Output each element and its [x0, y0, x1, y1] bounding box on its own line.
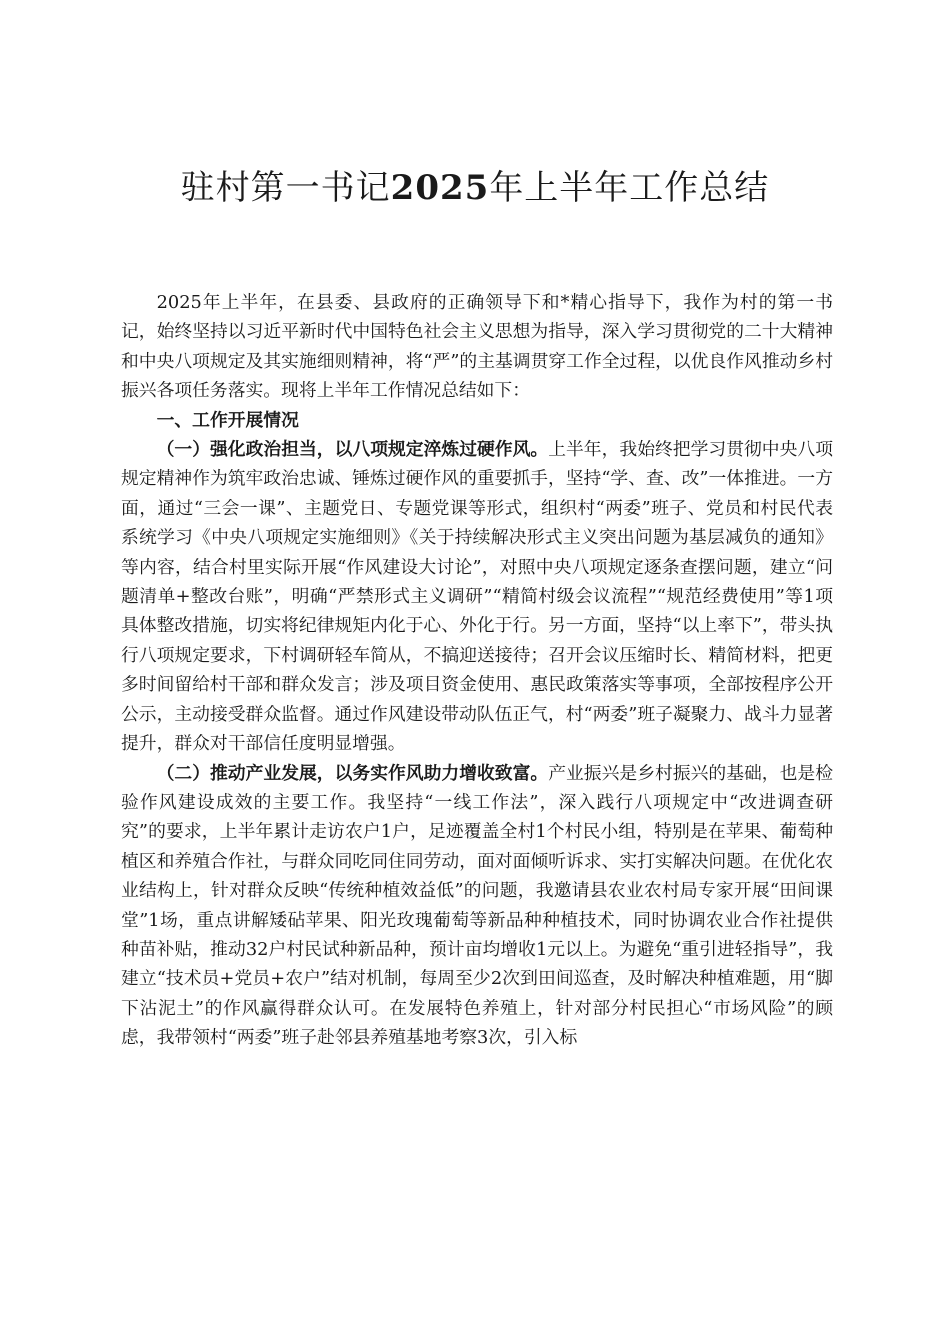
item1-text: 上半年，我始终把学习贯彻中央八项规定精神作为筑牢政治忠诚、锤炼过硬作风的重要抓手，坚持“学、查、改”一体推进。一方面，通过“三会一课”、主题党日、专题党课等形式，组织村“两委”班子、党员和村民代表系统学习《中央八项规定实施细则》《关于持续解决形式主义突出问题为基层减负的通知》等内容，结合村里实际开展“作风建设大讨论”，对照中央八项规定逐条查摆问题，建立“问题清单+整改台账”，明确“严禁形式主义调研”“精简村级会议流程”“规范经费使用”等1项具体整改措施，切实将纪律规矩内化于心、外化于行。另一方面，坚持“以上率下”，带头执行八项规定要求，下村调研轻车简从，不搞迎送接待；召开会议压缩时长、精简材料，把更多时间留给村干部和群众发言；涉及项目资金使用、惠民政策落实等事项，全部按程序公开公示，主动接受群众监督。通过作风建设带动队伍正气，村“两委”班子凝聚力、战斗力显著提升，群众对干部信任度明显增强。	[121, 439, 833, 755]
document-body	[121, 288, 833, 1053]
document-title	[0, 164, 950, 212]
section-heading-work-progress: 一、工作开展情况	[156, 409, 299, 431]
title-year: 2025	[390, 168, 490, 208]
item2-lead: （二）推动产业发展，以务实作风助力增收致富。	[156, 762, 549, 784]
title-prefix: 驻村第一书记	[180, 168, 391, 208]
item2-paragraph	[121, 759, 833, 1053]
item1-lead: （一）强化政治担当，以八项规定淬炼过硬作风。	[156, 439, 549, 461]
intro-paragraph: 2025年上半年，在县委、县政府的正确领导下和*精心指导下，我作为村的第一书记，始终坚持以习近平新时代中国特色社会主义思想为指导，深入学习贯彻党的二十大精神和中央八项规定及其实施细则精神，将“严”的主基调贯穿工作全过程，以优良作风推动乡村振兴各项任务落实。现将上半年工作情况总结如下：	[121, 292, 833, 402]
item1-paragraph	[121, 435, 833, 758]
title-suffix: 年上半年工作总结	[489, 168, 770, 208]
item2-text: 产业振兴是乡村振兴的基础，也是检验作风建设成效的主要工作。我坚持“一线工作法”，深入践行八项规定中“改进调查研究”的要求，上半年累计走访农户1户，足迹覆盖全村1个村民小组，特别是在苹果、葡萄种植区和养殖合作社，与群众同吃同住同劳动，面对面倾听诉求、实打实解决问题。在优化农业结构上，针对群众反映“传统种植效益低”的问题，我邀请县农业农村局专家开展“田间课堂”1场，重点讲解矮砧苹果、阳光玫瑰葡萄等新品种种植技术，同时协调农业合作社提供种苗补贴，推动32户村民试种新品种，预计亩均增收1元以上。为避免“重引进轻指导”，我建立“技术员+党员+农户”结对机制，每周至少2次到田间巡查，及时解决种植难题，用“脚下沾泥土”的作风赢得群众认可。在发展特色养殖上，针对部分村民担心“市场风险”的顾虑，我带领村“两委”班子赴邻县养殖基地考察3次，引入标	[121, 762, 833, 1049]
